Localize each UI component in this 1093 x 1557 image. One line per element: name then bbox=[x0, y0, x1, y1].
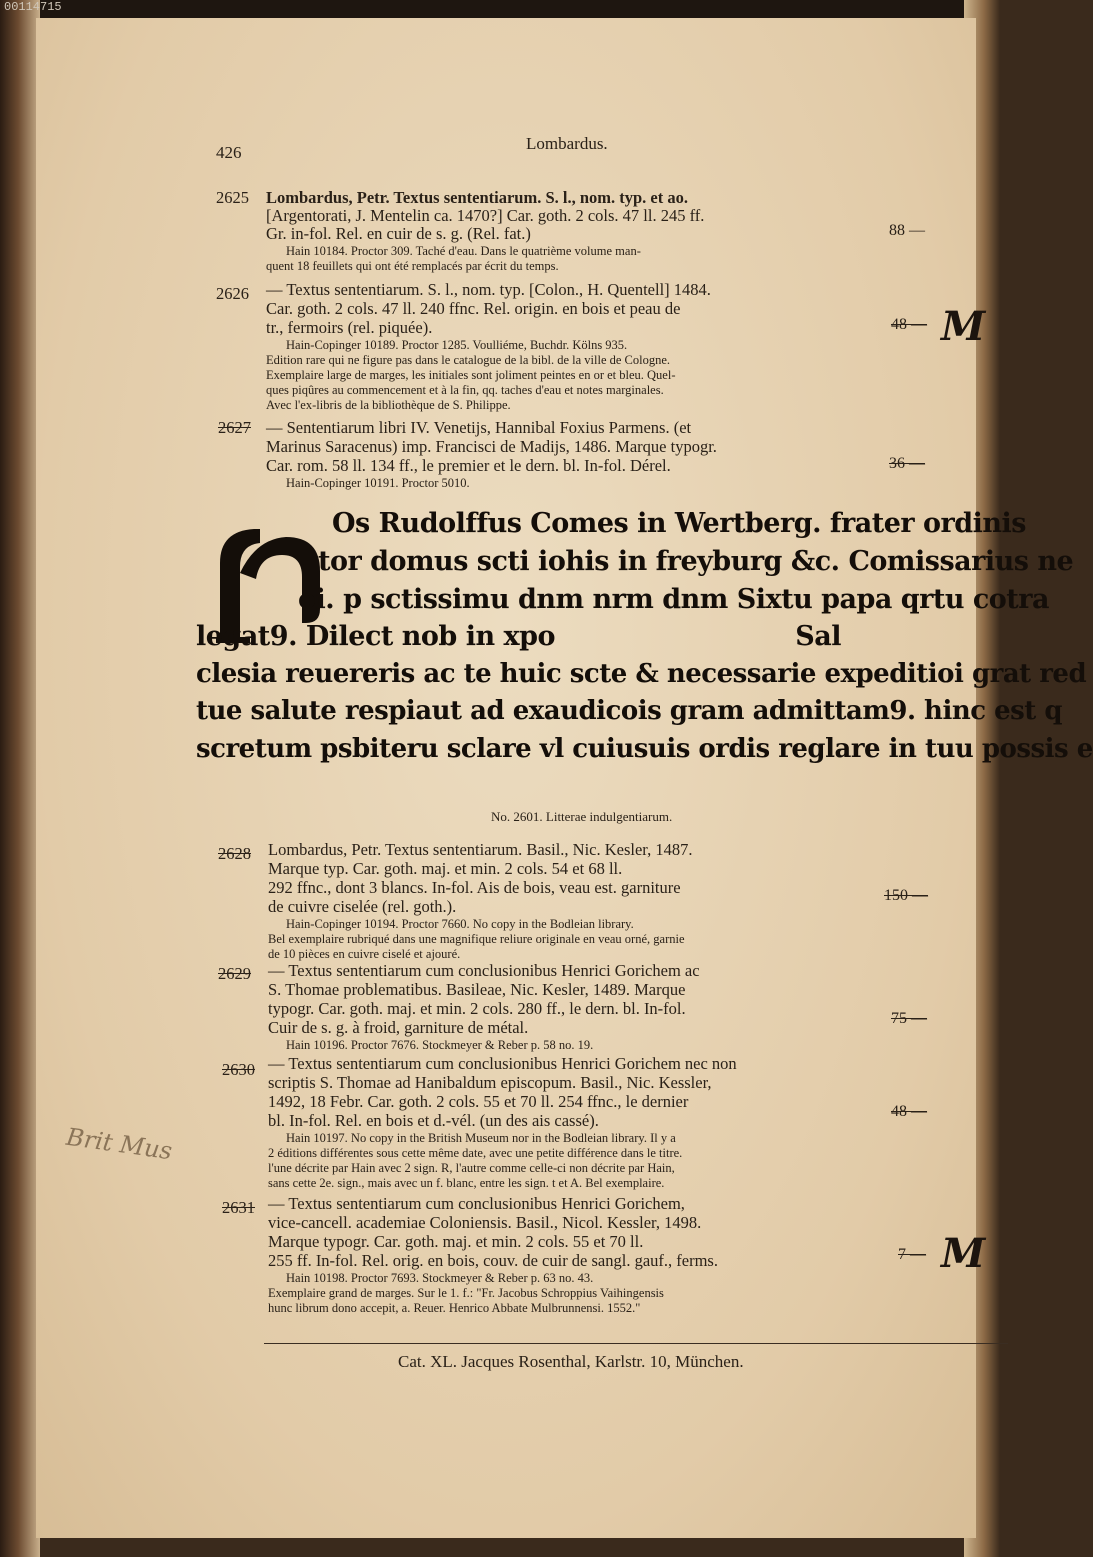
entry-note: Hain 10196. Proctor 7676. Stockmeyer & Reber p. 58 no. 19. bbox=[286, 1038, 594, 1052]
margin-note: Brit Mus bbox=[64, 1122, 174, 1166]
entry-line: 255 ff. In-fol. Rel. orig. en bois, couv. de cuir de sangl. gauf., ferms. bbox=[268, 1251, 718, 1270]
handwritten-mark: M bbox=[941, 303, 986, 350]
entry-line: tr., fermoirs (rel. piquée). bbox=[266, 318, 433, 337]
entry-line: Lombardus, Petr. Textus sententiarum. S. l., nom. typ. et ao. bbox=[266, 188, 688, 207]
entry-number: 2625 bbox=[216, 188, 249, 207]
entry-note: Edition rare qui ne figure pas dans le catalogue de la bibl. de la ville de Cologne. bbox=[266, 353, 671, 367]
entry-line: typogr. Car. goth. maj. et min. 2 cols. 280 ff., le dern. bl. In-fol. bbox=[268, 999, 686, 1018]
catalog-page bbox=[36, 18, 1093, 1538]
entry-price: 36 — bbox=[889, 455, 925, 472]
entry-note: Hain 10184. Proctor 309. Taché d'eau. Dans le quatrième volume man- bbox=[286, 244, 641, 258]
entry-line: vice-cancell. academiae Coloniensis. Basil., Nicol. Kessler, 1498. bbox=[268, 1213, 702, 1232]
entry-note: l'une décrite par Hain avec 2 sign. R, l'autre comme celle-ci non décrite par Hain, bbox=[268, 1161, 675, 1175]
entry-line: [Argentorati, J. Mentelin ca. 1470?] Car. goth. 2 cols. 47 ll. 245 ff. bbox=[266, 206, 705, 225]
entry-note: Hain 10198. Proctor 7693. Stockmeyer & Reber p. 63 no. 43. bbox=[286, 1271, 594, 1285]
entry-line: Car. goth. 2 cols. 47 ll. 240 ffnc. Rel. origin. en bois et peau de bbox=[266, 299, 681, 318]
entry-price: 48 — bbox=[891, 1103, 927, 1120]
entry-line: 1492, 18 Febr. Car. goth. 2 cols. 55 et 70 ll. 254 ffnc., le dernier bbox=[268, 1092, 689, 1111]
facsimile-caption: No. 2601. Litterae indulgentiarum. bbox=[491, 809, 673, 824]
entry-note: hunc librum dono accepit, a. Reuer. Henrico Abbate Mulbrunnensi. 1552." bbox=[268, 1301, 641, 1315]
entry-line: Gr. in-fol. Rel. en cuir de s. g. (Rel. fat.) bbox=[266, 224, 531, 243]
entry-line: — Textus sententiarum cum conclusionibus Henrici Gorichem, bbox=[268, 1194, 685, 1213]
entry-line: — Sententiarum libri IV. Venetijs, Hannibal Foxius Parmens. (et bbox=[266, 418, 692, 437]
entry-line: scriptis S. Thomae ad Hanibaldum episcopum. Basil., Nic. Kessler, bbox=[268, 1073, 712, 1092]
entry-line: bl. In-fol. Rel. en bois et d.-vél. (un des ais cassé). bbox=[268, 1111, 599, 1130]
catalog-footer: Cat. XL. Jacques Rosenthal, Karlstr. 10, München. bbox=[398, 1352, 744, 1371]
entry-note: de 10 pièces en cuivre ciselé et ajouré. bbox=[268, 947, 461, 961]
entry-note: Hain-Copinger 10194. Proctor 7660. No copy in the Bodleian library. bbox=[286, 917, 634, 931]
entry-line: 292 ffnc., dont 3 blancs. In-fol. Ais de bois, veau est. garniture bbox=[268, 878, 681, 897]
entry-note: Hain-Copinger 10191. Proctor 5010. bbox=[286, 476, 470, 490]
entry-line: Cuir de s. g. à froid, garniture de métal. bbox=[268, 1018, 529, 1037]
entry-line: Lombardus, Petr. Textus sententiarum. Basil., Nic. Kesler, 1487. bbox=[268, 840, 693, 859]
entry-price: 7 — bbox=[898, 1246, 926, 1263]
entry-line: — Textus sententiarum cum conclusionibus Henrici Gorichem nec non bbox=[268, 1054, 737, 1073]
entry-line: — Textus sententiarum. S. l., nom. typ. [Colon., H. Quentell] 1484. bbox=[266, 280, 711, 299]
entry-line: Car. rom. 58 ll. 134 ff., le premier et le dern. bl. In-fol. Dérel. bbox=[266, 456, 671, 475]
entry-note: Exemplaire grand de marges. Sur le 1. f.: "Fr. Jacobus Schroppius Vaihingensis bbox=[268, 1286, 664, 1300]
entry-note: quent 18 feuillets qui ont été remplacés par écrit du temps. bbox=[266, 259, 559, 273]
entry-number: 2626 bbox=[216, 284, 249, 303]
entry-note: Hain 10197. No copy in the British Museum nor in the Bodleian library. Il y a bbox=[286, 1131, 676, 1145]
handwritten-mark: M bbox=[941, 1230, 986, 1277]
facsimile-line: scretum psbiteru sclare vl cuiusuis ordis reglare in tuu possis e bbox=[196, 734, 1093, 764]
entry-price: 48 — bbox=[891, 316, 927, 333]
facsimile-line: tue salute respiaut ad exaudicois gram admittam9. hinc est q bbox=[196, 696, 1063, 726]
entry-line: Marinus Saracenus) imp. Francisci de Madijs, 1486. Marque typogr. bbox=[266, 437, 717, 456]
entry-note: Hain-Copinger 10189. Proctor 1285. Voulliéme, Buchdr. Kölns 935. bbox=[286, 338, 628, 352]
entry-price: 75 — bbox=[891, 1010, 927, 1027]
page-number: 426 bbox=[216, 143, 242, 162]
footer-rule bbox=[264, 1343, 1008, 1344]
facsimile-line: oi. p sctissimu dnm nrm dnm Sixtu papa qrtu cotra bbox=[298, 584, 1049, 615]
running-title: Lombardus. bbox=[526, 134, 608, 153]
entry-line: S. Thomae problematibus. Basileae, Nic. Kesler, 1489. Marque bbox=[268, 980, 686, 999]
entry-price: 88 — bbox=[889, 222, 925, 239]
facsimile-line: clesia reuereris ac te huic scte & necessarie expeditioi grat red bbox=[196, 659, 1087, 689]
entry-note: Exemplaire large de marges, les initiales sont joliment peintes en or et bleu. Quel- bbox=[266, 368, 676, 382]
entry-line: — Textus sententiarum cum conclusionibus Henrici Gorichem ac bbox=[268, 961, 700, 980]
entry-number: 2627 bbox=[218, 418, 251, 437]
entry-price: 150 — bbox=[884, 887, 928, 904]
entry-note: ques piqûres au commencement et à la fin, qq. taches d'eau et notes marginales. bbox=[266, 383, 664, 397]
entry-number: 2629 bbox=[218, 964, 251, 983]
facsimile-line: legat9. Dilect nob in xpo Sal bbox=[196, 621, 842, 652]
entry-note: Bel exemplaire rubriqué dans une magnifique reliure originale en veau orné, garnie bbox=[268, 932, 685, 946]
entry-note: 2 éditions différentes sous cette même date, avec une petite différence dans le titre. bbox=[268, 1146, 683, 1160]
entry-number: 2630 bbox=[222, 1060, 255, 1079]
book-left-edge bbox=[0, 0, 40, 1557]
entry-note: Avec l'ex-libris de la bibliothèque de S. Philippe. bbox=[266, 398, 511, 412]
facsimile-line: Os Rudolffus Comes in Wertberg. frater ordinis bbox=[332, 508, 1026, 539]
entry-number: 2631 bbox=[222, 1198, 255, 1217]
entry-line: de cuivre ciselée (rel. goth.). bbox=[268, 897, 457, 916]
facsimile-line: tor domus scti iohis in freyburg &c. Comissarius ne bbox=[318, 546, 1074, 577]
slip-number: 00114715 bbox=[4, 0, 62, 14]
entry-line: Marque typ. Car. goth. maj. et min. 2 cols. 54 et 68 ll. bbox=[268, 859, 623, 878]
entry-line: Marque typogr. Car. goth. maj. et min. 2 cols. 55 et 70 ll. bbox=[268, 1232, 644, 1251]
entry-number: 2628 bbox=[218, 844, 251, 863]
entry-note: sans cette 2e. sign., mais avec un f. blanc, entre les sign. t et A. Bel exemplaire. bbox=[268, 1176, 665, 1190]
